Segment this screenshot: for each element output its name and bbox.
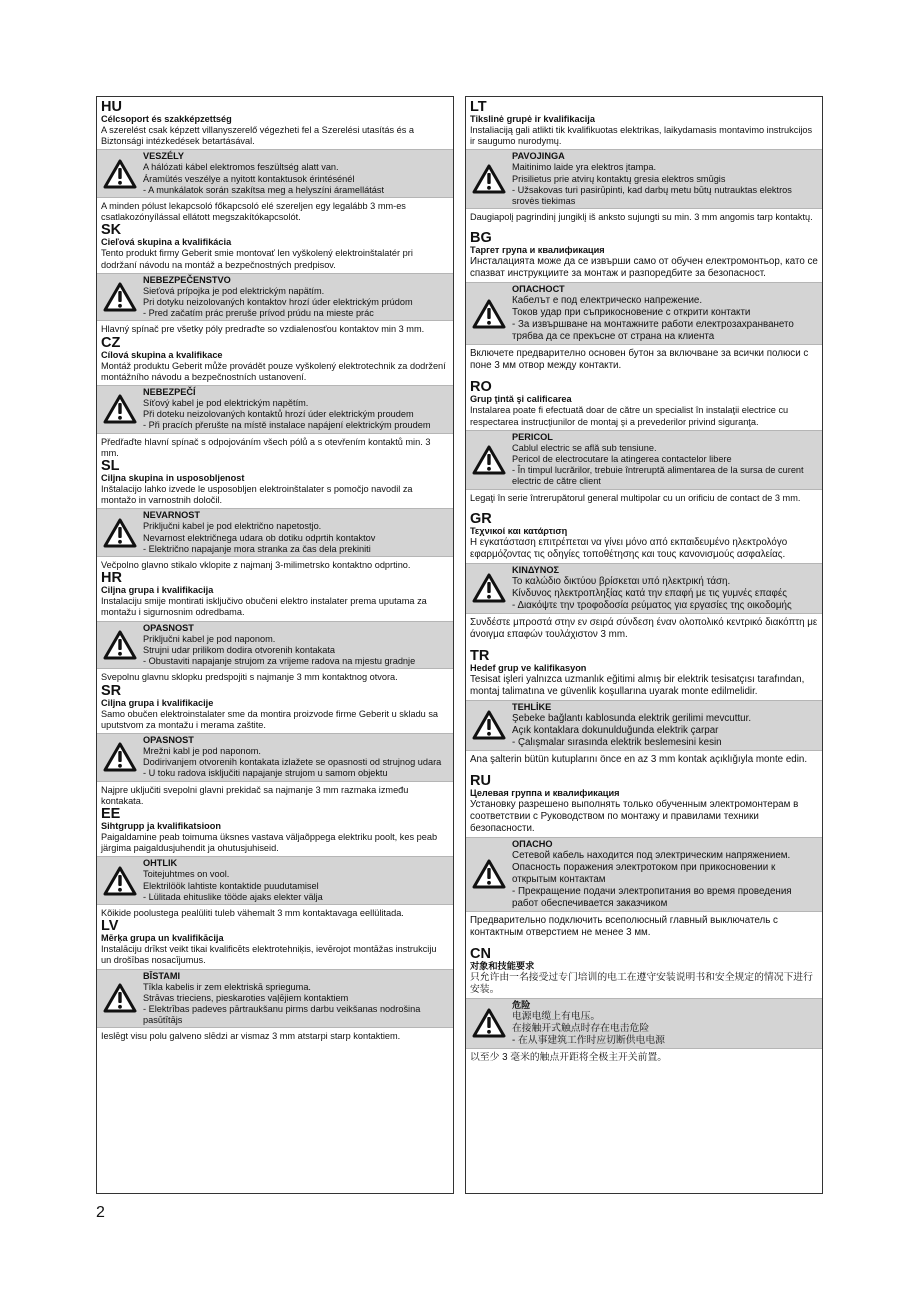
warning-line: - Lülitada ehituslike tööde ajaks elekter välja: [143, 891, 323, 902]
warning-icon: [466, 838, 512, 911]
outro-text: Включете предварително основен бутон за включване за всички полюси с поне 3 мм отвор между контакти.: [470, 348, 809, 372]
warning-box: [466, 149, 822, 209]
intro-text: Tento produkt firmy Geberit smie montovať len vyškolený elektroinštalatér pri dodržaní návodu na montáž a bezpečnostných predpisov.: [101, 248, 413, 270]
section-heading: Τεχνικοί και κατάρτιση: [470, 525, 568, 536]
warning-title: PAVOJINGA: [512, 151, 565, 162]
language-code: BG: [470, 230, 492, 247]
warning-line: Priključni kabel je pod naponom.: [143, 633, 276, 644]
warning-title: TEHLİKE: [512, 701, 552, 712]
section-heading: Целевая группа и квалификация: [470, 787, 620, 798]
warning-line: Síťový kabel je pod elektrickým napětím.: [143, 398, 309, 409]
warning-line: Cablul electric se află sub tensiune.: [512, 442, 657, 453]
warning-line: Strāvas trieciens, pieskaroties vaļējiem kontaktiem: [143, 992, 349, 1003]
warning-line: - Při pracích přerušte na místě instalace napájení elektrickým proudem: [143, 420, 431, 431]
section-ru: [470, 766, 818, 939]
section-spacer: [470, 641, 818, 649]
warning-line: - Obustaviti napajanje strujom za vrijeme radova na mjestu gradnje: [143, 656, 416, 667]
language-code: LV: [101, 918, 119, 935]
language-code: SL: [101, 458, 120, 475]
warning-box: [97, 149, 453, 198]
section-spacer: [470, 223, 818, 231]
intro-text: Montáž produktu Geberit může provádět pouze vyškolený elektrotechnik za dodržení montážního návodu a bezpečnostních ustanovení.: [101, 360, 446, 382]
outro-text: Предварительно подключить всеполюсный главный выключатель с контактным отверстием не менее 3 мм.: [470, 914, 778, 938]
section-gr: [470, 504, 818, 641]
section-heading: Tikslinė grupė ir kvalifikacija: [470, 114, 595, 124]
section-heading: Grup ţintă şi calificarea: [470, 394, 572, 405]
warning-line: - Užsakovas turi pasirūpinti, kad darbų metu būtų nutrauktas elektros srovės tiekimas: [512, 184, 792, 207]
warning-line: - Pred začatím prác preruše prívod prúdu na mieste prác: [143, 308, 374, 319]
warning-icon: [466, 564, 512, 613]
section-heading: Mērķa grupa un kvalifikācija: [101, 933, 224, 944]
section-hu: [101, 100, 449, 223]
section-heading: 对象和技能要求: [470, 960, 535, 971]
section-ro: [470, 372, 818, 503]
warning-box: [466, 837, 822, 912]
warning-box: [466, 563, 822, 614]
warning-line: Sieťová prípojka je pod elektrickým napätím.: [143, 285, 325, 296]
warning-line: Кабелът е под електрическо напрежение.: [512, 295, 703, 307]
warning-line: Pri dotyku neizolovaných kontaktov hrozí úder elektrickým prúdom: [143, 297, 413, 308]
warning-line: Mrežni kabl je pod naponom.: [143, 745, 261, 756]
warning-icon: [466, 431, 512, 489]
warning-box: [97, 969, 453, 1029]
right-column: [465, 96, 823, 1194]
language-code: SK: [101, 222, 122, 239]
warning-line: Το καλώδιο δικτύου βρίσκεται υπό ηλεκτρική τάση.: [512, 575, 731, 587]
outro-text: Svepolnu glavnu sklopku predspojiti s najmanje 3 mm kontaktnog otvora.: [101, 672, 398, 683]
warning-line: 电源电缆上有电压。: [512, 1010, 601, 1022]
section-ee: [101, 807, 449, 919]
outro-text: Kõikide poolustega pealüliti tuleb vähemalt 3 mm kontaktavaga eellülitada.: [101, 907, 404, 918]
warning-title: BĪSTAMI: [143, 970, 181, 981]
warning-box: [97, 733, 453, 782]
section-cn: [470, 939, 818, 1064]
intro-text: Inštalacijo lahko izvede le usposobljen elektroinštalater s pomočjo navodil za montažo in varnostnih določil.: [101, 484, 413, 506]
warning-box: [97, 273, 453, 322]
warning-title: OPASNOST: [143, 622, 194, 633]
warning-line: - A munkálatok során szakítsa meg a helyszíni áramellátást: [143, 184, 385, 195]
warning-icon: [97, 386, 143, 433]
warning-line: Şebeke bağlantı kablosunda elektrik gerilimi mevcuttur.: [512, 712, 752, 724]
warning-title: ОПАСНОСТ: [512, 284, 565, 295]
outro-text: A minden pólust lekapcsoló főkapcsoló elé szereljen egy legalább 3 mm-es csatlakozónyílással ellátott megszakítókapcsolót.: [101, 201, 406, 223]
warning-line: Prisilietus prie atvirų kontaktų gresia elektros smūgis: [512, 173, 726, 184]
warning-line: Elektrilöök lahtiste kontaktide puudutamisel: [143, 880, 319, 891]
intro-text: Instalaciju smije montirati isključivo obučeni elektro instalater prema uputama za montažu i sigurnosnim odredbama.: [101, 596, 427, 618]
outro-text: Ana şalterin bütün kutuplarını önce en az 3 mm kontak açıklığıyla monte edin.: [470, 753, 808, 765]
warning-box: [97, 856, 453, 905]
language-code: CN: [470, 945, 491, 962]
warning-line: - За извършване на монтажните работи електрозахранването трябва да се прекъсне от страна на клиента: [512, 319, 794, 343]
language-code: RU: [470, 772, 491, 789]
intro-text: Instalāciju drīkst veikt tikai kvalificēts elektrotehniķis, ievērojot montāžas instrukciju un drošības nosacījumus.: [101, 944, 437, 966]
intro-text: 只允许由一名接受过专门培训的电工在遵守安装说明书和安全规定的情况下进行安装。: [470, 971, 813, 995]
section-spacer: [470, 766, 818, 774]
warning-line: - Çalışmalar sırasında elektrik beslemesini kesin: [512, 736, 722, 748]
warning-title: 危险: [512, 999, 531, 1010]
outro-text: Najpre uključiti svepolni glavni prekidač sa najmanje 3 mm razmaka između kontakata.: [101, 784, 409, 806]
intro-text: A szerelést csak képzett villanyszerelő végezheti fel a Szerelési utasítás és a Biztonsági intézkedések betartásával.: [101, 125, 415, 147]
warning-icon: [97, 734, 143, 781]
warning-title: NEBEZPEČÍ: [143, 387, 196, 398]
section-heading: Ciljna grupa i kvalifikacije: [101, 697, 214, 708]
outro-text: Daugiapolį pagrindinį jungiklį iš anksto sujungti su min. 3 mm angomis tarp kontaktų.: [470, 212, 813, 223]
warning-line: 在接触开式触点时存在电击危险: [512, 1022, 650, 1034]
section-sl: [101, 459, 449, 571]
warning-line: - 在从事建筑工作时应切断供电电源: [512, 1034, 665, 1046]
warning-line: Опасность поражения электротоком при прикосновении к открытым контактам: [512, 861, 776, 885]
section-tr: [470, 641, 818, 766]
warning-line: Áramütés veszélye a nyitott kontaktusok érintésénél: [143, 173, 355, 184]
intro-text: Tesisat işleri yalnızca uzmanlık eğitimi almış bir elektrik tesisatçısı tarafından, montaj talimatına ve güvenlik koşullarına uyarak monte edilmelidir.: [470, 673, 805, 697]
section-heading: Cieľová skupina a kvalifikácia: [101, 237, 232, 248]
section-sk: [101, 223, 449, 335]
warning-line: A hálózati kábel elektromos feszültség alatt van.: [143, 162, 339, 173]
section-heading: Célcsoport és szakképzettség: [101, 114, 232, 124]
warning-title: PERICOL: [512, 431, 553, 442]
warning-line: Dodirivanjem otvorenih kontakata izlažete se opasnosti od strujnog udara: [143, 757, 442, 768]
warning-title: ΚΙΝΔΥΝΟΣ: [512, 564, 560, 575]
warning-line: Priključni kabel je pod električno napetostjo.: [143, 521, 322, 532]
language-code: CZ: [101, 334, 121, 351]
warning-line: Токов удар при съприкосновение с открити контакти: [512, 307, 751, 319]
warning-box: [466, 282, 822, 345]
outro-text: Συνδέστε μπροστά στην εν σειρά σύνδεση έναν ολοπολικό κεντρικό διακόπτη με άνοιγμα επαφών τουλάχιστον 3 mm.: [470, 616, 818, 640]
warning-line: - Прекращение подачи электропитания во время проведения работ обеспечивается заказчиком: [512, 885, 792, 909]
left-column: [96, 96, 454, 1194]
section-lv: [101, 919, 449, 1042]
warning-line: Strujni udar prilikom dodira otvorenih kontakata: [143, 644, 336, 655]
warning-box: [466, 700, 822, 751]
section-spacer: [470, 372, 818, 380]
intro-text: Samo obučen elektroinstalater sme da montira proizvode firme Geberit u skladu sa uputstvom za montažu i merama zaštite.: [101, 708, 439, 730]
warning-box: [466, 998, 822, 1049]
warning-box: [97, 385, 453, 434]
warning-line: Κίνδυνος ηλεκτροπληξίας κατά την επαφή με τις γυμνές επαφές: [512, 587, 787, 599]
warning-line: Nevarnost električnega udara ob dotiku odprtih kontaktov: [143, 532, 376, 543]
intro-text: Инсталацията може да се извърши само от обучен електромонтьор, като се спазват инструкциите за монтаж и разпоредбите за безопасност.: [470, 256, 818, 280]
outro-text: Legaţi în serie întrerupătorul general multipolar cu un orificiu de contact de 3 mm.: [470, 492, 801, 503]
language-code: HR: [101, 570, 122, 587]
warning-box: [97, 621, 453, 670]
language-code: HU: [101, 99, 122, 115]
warning-icon: [466, 150, 512, 208]
warning-line: - U toku radova isključiti napajanje strujom u samom objektu: [143, 768, 388, 779]
warning-title: OPASNOST: [143, 734, 194, 745]
warning-line: Toitejuhtmes on vool.: [143, 869, 230, 880]
warning-line: - Električno napajanje mora stranka za čas dela prekiniti: [143, 543, 371, 554]
section-spacer: [470, 504, 818, 512]
section-heading: Sihtgrupp ja kvalifikatsioon: [101, 820, 221, 831]
warning-line: Pericol de electrocutare la atingerea contactelor libere: [512, 454, 732, 465]
warning-title: NEVARNOST: [143, 510, 200, 521]
warning-line: - În timpul lucrărilor, trebuie întreruptă alimentarea de la sursa de curent electric de către client: [512, 465, 804, 487]
warning-icon: [97, 857, 143, 904]
language-code: SR: [101, 682, 122, 699]
warning-line: Сетевой кабель находится под электрическим напряжением.: [512, 849, 791, 861]
section-bg: [470, 223, 818, 372]
section-heading: Hedef grup ve kalifikasyon: [470, 662, 587, 673]
warning-title: VESZÉLY: [143, 151, 185, 162]
language-code: LT: [470, 99, 487, 115]
warning-icon: [97, 509, 143, 556]
warning-line: - Διακόψτε την τροφοδοσία ρεύματος για εργασίες της οικοδομής: [512, 599, 792, 611]
outro-text: 以至少 3 毫米的触点开距将全极主开关前置。: [470, 1051, 668, 1063]
language-code: EE: [101, 805, 121, 822]
warning-box: [466, 430, 822, 490]
intro-text: Instalarea poate fi efectuată doar de către un specialist în instalaţii electrice cu respectarea instrucţiunilor de montaj şi a prevederilor privind siguranţa.: [470, 405, 789, 427]
section-spacer: [470, 939, 818, 947]
intro-text: Instaliaciją gali atlikti tik kvalifikuotas elektrikas, laikydamasis montavimo instrukcijos ir saugumo nurodymų.: [470, 125, 813, 147]
warning-icon: [466, 999, 512, 1048]
warning-icon: [466, 701, 512, 750]
warning-line: Při doteku neizolovaných kontaktů hrozí úder elektrickým proudem: [143, 409, 414, 420]
warning-icon: [466, 283, 512, 344]
section-hr: [101, 571, 449, 683]
section-heading: Cílová skupina a kvalifikace: [101, 349, 223, 360]
warning-line: Tīkla kabelis ir zem elektriskā sprieguma.: [143, 981, 311, 992]
intro-text: Η εγκατάσταση επιτρέπεται να γίνει μόνο από εκπαιδευμένο ηλεκτρολόγο εφαρμόζοντας τις οδηγίες τοποθέτησης και τους κανονισμούς ασφαλείας.: [470, 536, 788, 560]
language-code: GR: [470, 510, 492, 527]
section-lt: [470, 100, 818, 223]
outro-text: Ieslēgt visu polu galveno slēdzi ar vismaz 3 mm atstarpi starp kontaktiem.: [101, 1031, 401, 1042]
warning-title: NEBEZPEČENSTVO: [143, 274, 231, 285]
warning-title: OHTLIK: [143, 858, 178, 869]
section-heading: Ciljna skupina in usposobljenost: [101, 473, 245, 484]
outro-text: Hlavný spínač pre všetky póly predraďte so vzdialenosťou kontaktov min 3 mm.: [101, 324, 425, 335]
outro-text: Večpolno glavno stikalo vklopite z najmanj 3-milimetrsko kontaktno odprtino.: [101, 560, 411, 571]
section-cz: [101, 336, 449, 459]
warning-line: - Elektrības padeves pārtraukšanu pirms darbu veikšanas nodrošina pasūtītājs: [143, 1003, 421, 1026]
section-sr: [101, 684, 449, 807]
warning-icon: [97, 150, 143, 197]
warning-icon: [97, 970, 143, 1028]
section-heading: Таргет група и квалификация: [470, 245, 605, 256]
section-heading: Ciljna grupa i kvalifikacija: [101, 585, 214, 596]
language-code: TR: [470, 647, 490, 664]
outro-text: Předřaďte hlavní spínač s odpojováním všech pólů a s otevřením kontaktů min. 3 mm.: [101, 436, 431, 458]
warning-icon: [97, 622, 143, 669]
warning-title: ОПАСНО: [512, 838, 553, 849]
language-code: RO: [470, 379, 492, 396]
warning-line: Açık kontaklara dokunulduğunda elektrik çarpar: [512, 724, 719, 736]
warning-icon: [97, 274, 143, 321]
page-number: 2: [96, 1204, 105, 1221]
intro-text: Установку разрешено выполнять только обученным электромонтерам в соответствии с Руководством по монтажу и правилами техники безопасности.: [470, 798, 799, 834]
warning-line: Maitinimo laide yra elektros įtampa.: [512, 162, 656, 173]
warning-box: [97, 508, 453, 557]
intro-text: Paigaldamine peab toimuma üksnes vastava väljaõppega elektriku poolt, kes peab järgima paigaldusjuhendit ja ohutusjuhiseid.: [101, 831, 438, 854]
